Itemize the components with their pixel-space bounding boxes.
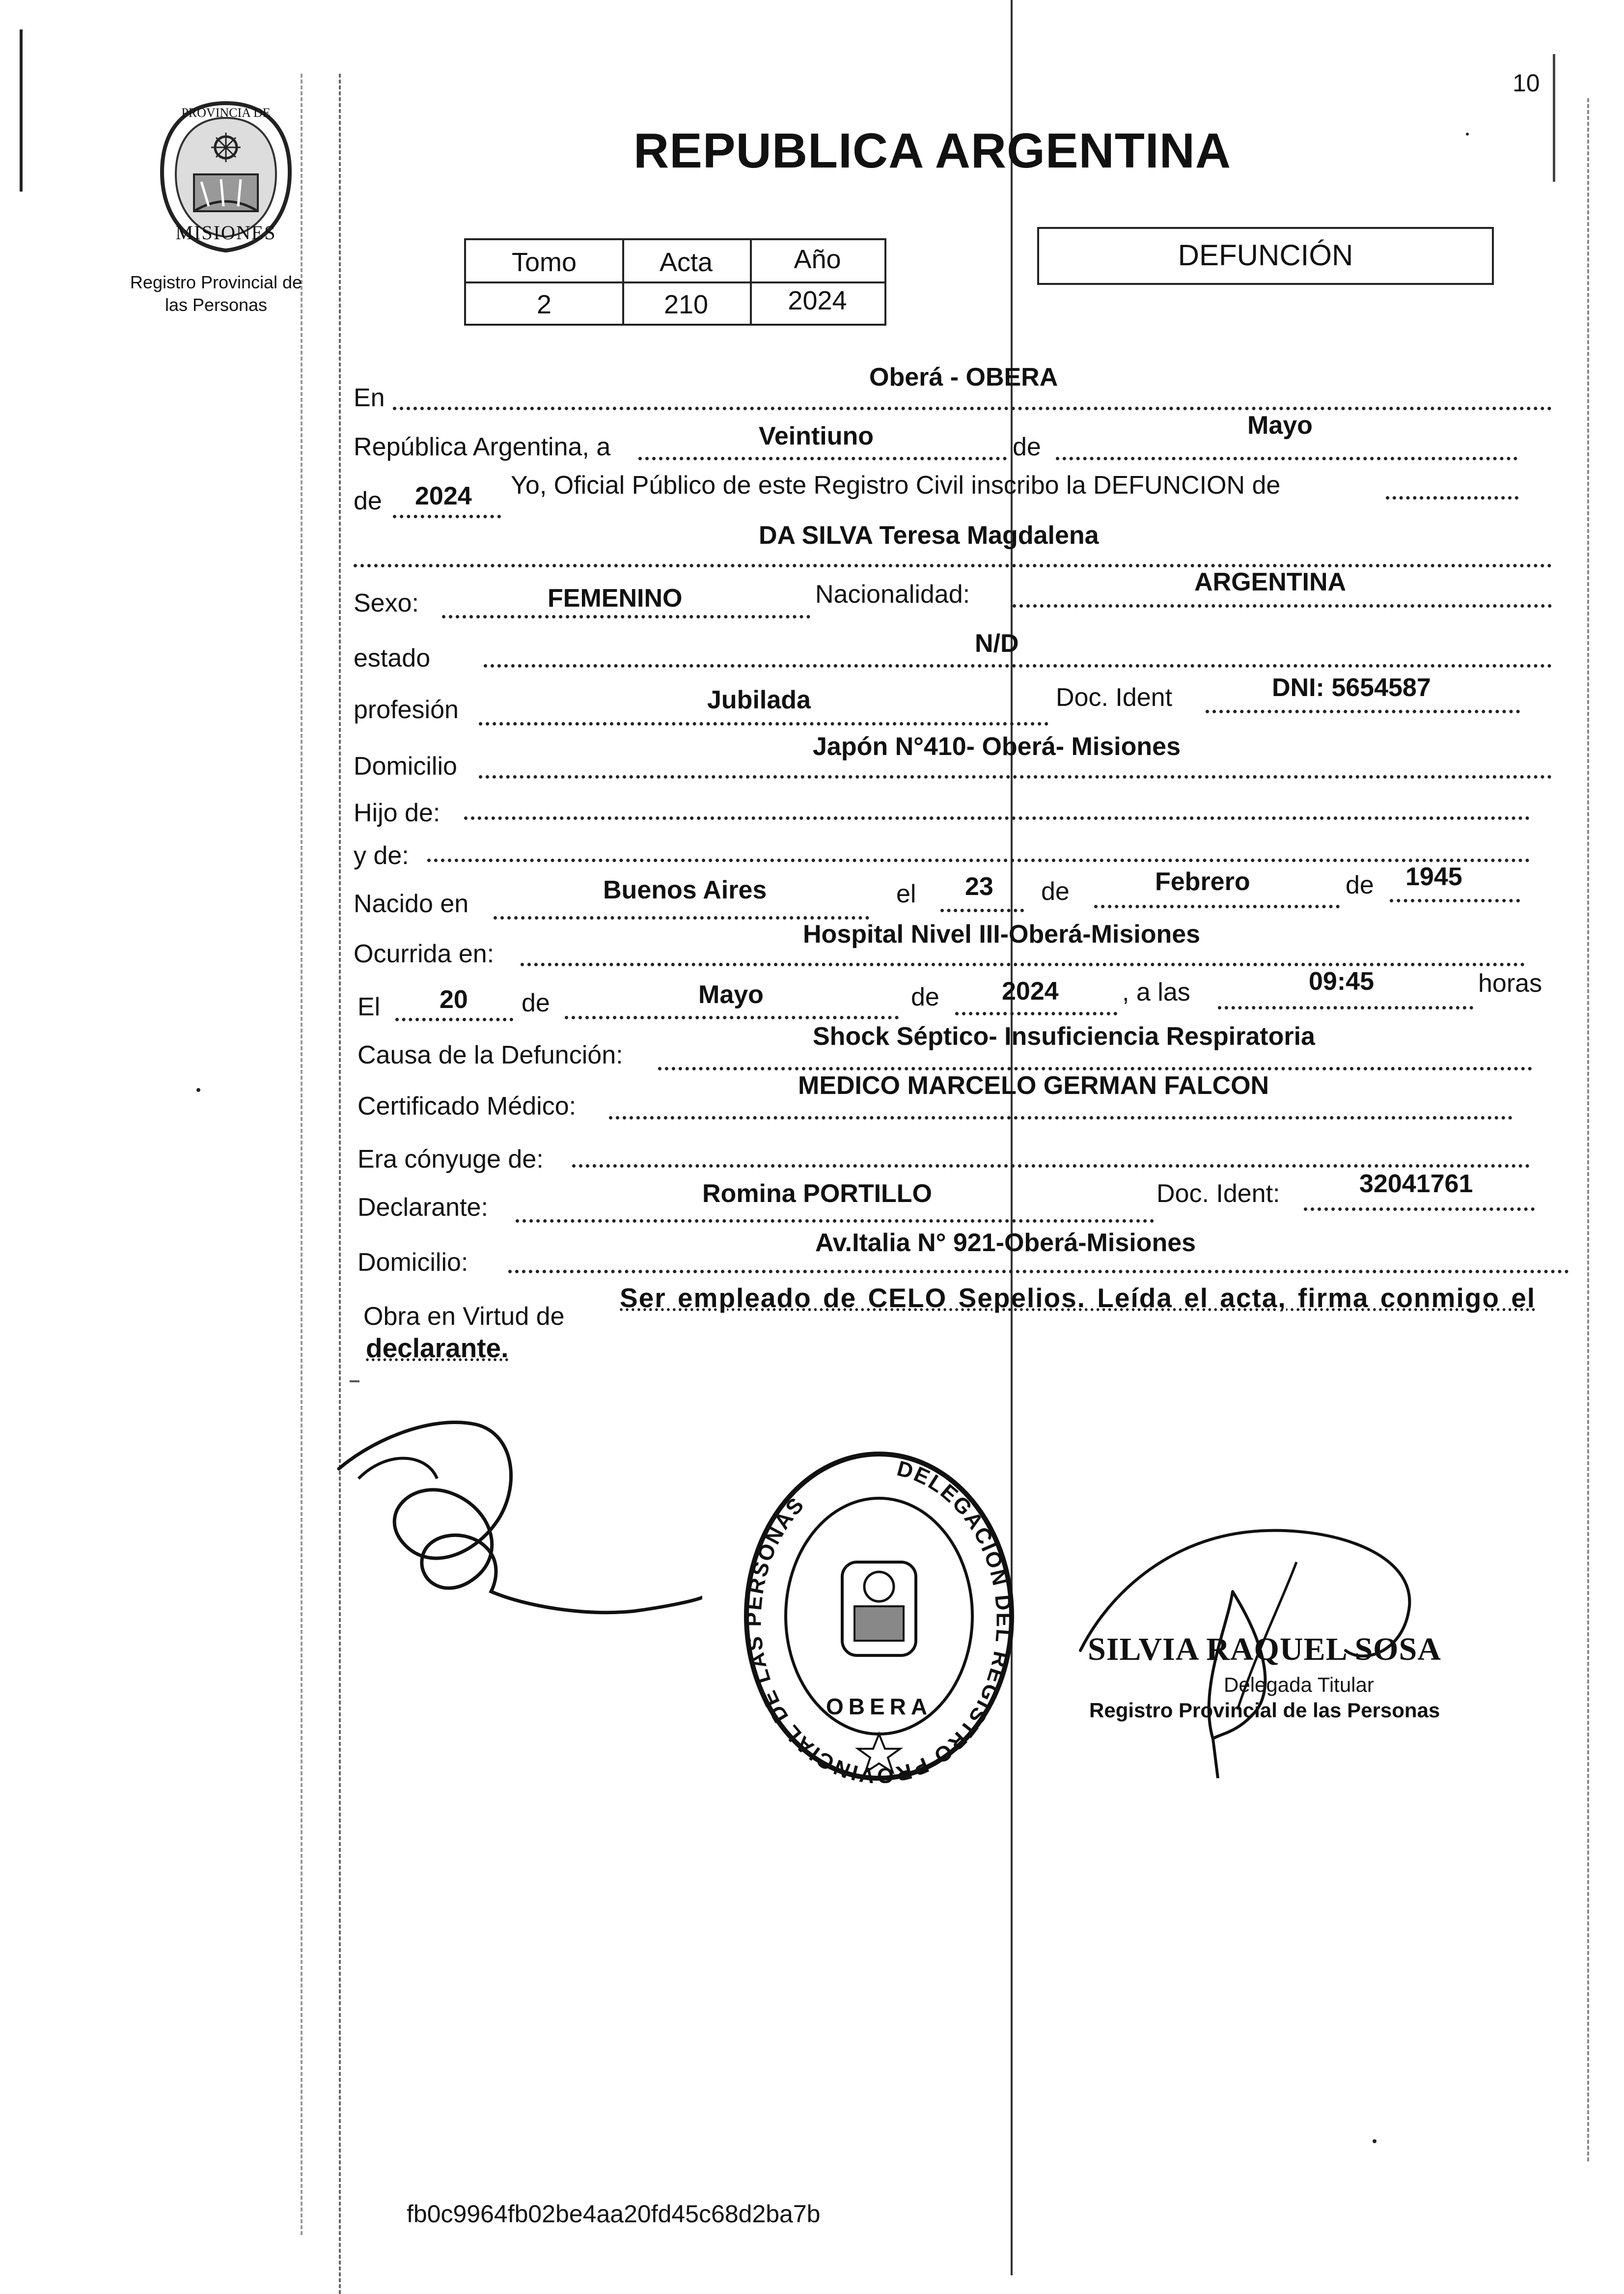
tomo-header: Tomo bbox=[511, 248, 577, 277]
line-hijo-de bbox=[464, 816, 1530, 820]
right-margin-rule-top bbox=[1553, 54, 1555, 182]
line-mes bbox=[1056, 457, 1517, 460]
label-certificado: Certificado Médico: bbox=[358, 1092, 577, 1120]
value-nacido-en: Buenos Aires bbox=[603, 876, 767, 904]
page-number: 10 bbox=[1513, 69, 1540, 97]
line-declarante-doc bbox=[1304, 1207, 1535, 1211]
document-hash: fb0c9964fb02be4aa20fd45c68d2ba7b bbox=[407, 2200, 821, 2228]
label-de-nac-mes: de bbox=[1041, 877, 1070, 906]
value-nacionalidad: ARGENTINA bbox=[1194, 568, 1347, 596]
label-republica: República Argentina, a bbox=[354, 433, 611, 461]
label-domicilio-declarante: Domicilio: bbox=[358, 1248, 468, 1277]
label-causa: Causa de la Defunción: bbox=[358, 1041, 623, 1069]
acta-header: Acta bbox=[659, 248, 713, 277]
value-dia-texto: Veintiuno bbox=[759, 422, 874, 450]
value-nac-anio: 1945 bbox=[1405, 863, 1462, 891]
scan-left-edge-line bbox=[20, 29, 23, 192]
value-estado: N/D bbox=[975, 629, 1019, 658]
line-sexo bbox=[442, 615, 810, 618]
line-nac-dia bbox=[940, 909, 1024, 912]
logo-text-bottom: MISIONES bbox=[175, 222, 276, 244]
line-anio bbox=[393, 515, 501, 518]
value-def-hora: 09:45 bbox=[1309, 967, 1374, 996]
official-seal bbox=[732, 1439, 1026, 1783]
form-bottom-edge bbox=[350, 1375, 359, 1382]
line-nombre bbox=[354, 564, 1552, 567]
value-declarante: Romina PORTILLO bbox=[702, 1179, 932, 1208]
value-def-dia: 20 bbox=[440, 985, 468, 1014]
label-obra: Obra en Virtud de bbox=[363, 1302, 565, 1331]
value-anio: 2024 bbox=[415, 482, 472, 510]
anio-value: 2024 bbox=[788, 286, 847, 315]
label-de-def-anio: de bbox=[911, 983, 939, 1011]
value-nombre: DA SILVA Teresa Magdalena bbox=[759, 521, 1099, 550]
registry-line-1: Registro Provincial de bbox=[130, 272, 303, 292]
label-nacido-en: Nacido en bbox=[354, 890, 469, 918]
value-profesion: Jubilada bbox=[707, 686, 811, 714]
line-nac-anio bbox=[1390, 899, 1520, 902]
value-def-anio: 2024 bbox=[1002, 977, 1059, 1006]
label-a-las: , a las bbox=[1122, 978, 1190, 1007]
label-doc-ident-declarante: Doc. Ident: bbox=[1156, 1179, 1280, 1208]
line-def-hora bbox=[1218, 1006, 1473, 1009]
margin-dashed-rule bbox=[301, 74, 303, 2235]
value-obra-line-2: declarante. bbox=[366, 1333, 509, 1363]
line-doc-ident bbox=[1206, 710, 1520, 713]
line-def-anio bbox=[955, 1012, 1117, 1015]
label-hijo-de: Hijo de: bbox=[354, 799, 440, 827]
value-declarante-domicilio: Av.Italia N° 921-Oberá-Misiones bbox=[815, 1229, 1196, 1257]
value-causa: Shock Séptico- Insuficiencia Respiratoria bbox=[813, 1022, 1315, 1051]
value-nac-dia: 23 bbox=[965, 872, 993, 901]
label-nacionalidad: Nacionalidad: bbox=[815, 580, 970, 609]
tomo-value: 2 bbox=[536, 290, 552, 319]
line-declarante-domicilio bbox=[508, 1270, 1569, 1273]
value-ocurrida-en: Hospital Nivel III-Oberá-Misiones bbox=[803, 920, 1201, 949]
line-conyuge bbox=[572, 1164, 1530, 1168]
line-def-mes bbox=[565, 1016, 899, 1019]
line-dia-texto bbox=[638, 457, 1007, 460]
label-en: En bbox=[354, 384, 385, 412]
value-domicilio: Japón N°410- Oberá- Misiones bbox=[813, 732, 1181, 761]
value-dni: DNI: 5654587 bbox=[1272, 673, 1431, 702]
declarant-signature bbox=[329, 1395, 702, 1651]
value-mes: Mayo bbox=[1247, 411, 1313, 440]
label-ocurrida-en: Ocurrida en: bbox=[354, 940, 495, 968]
line-y-de bbox=[427, 859, 1530, 862]
line-domicilio bbox=[479, 775, 1552, 779]
record-table bbox=[464, 238, 886, 326]
scan-speck bbox=[1373, 2139, 1376, 2143]
value-nac-mes: Febrero bbox=[1155, 867, 1250, 896]
official-title: Delegada Titular bbox=[1224, 1673, 1374, 1696]
official-name: SILVIA RAQUEL SOSA bbox=[1088, 1631, 1441, 1667]
value-obra-line-1: Ser empleado de CELO Sepelios. Leída el acta, firma conmigo el bbox=[620, 1283, 1536, 1313]
label-conyuge: Era cónyuge de: bbox=[358, 1145, 544, 1174]
label-de-def-mes: de bbox=[522, 989, 550, 1017]
label-de-nac-anio: de bbox=[1346, 871, 1374, 899]
line-intro-end bbox=[1386, 496, 1518, 500]
scan-speck bbox=[196, 1088, 200, 1092]
label-declarante: Declarante: bbox=[358, 1193, 488, 1222]
anio-header: Año bbox=[794, 245, 841, 274]
label-de-anio: de bbox=[354, 487, 382, 515]
form-left-rule bbox=[339, 74, 341, 2294]
line-def-dia bbox=[395, 1018, 513, 1021]
logo-text-top: PROVINCIA DE bbox=[181, 106, 271, 120]
line-nacionalidad bbox=[1013, 604, 1552, 608]
seal-ring-text: DELEGACION DEL REGISTRO PROVINCIAL DE LAS PERSONAS bbox=[742, 1456, 1016, 1783]
line-declarante bbox=[516, 1219, 1154, 1223]
right-margin-rule bbox=[1587, 98, 1589, 2161]
line-nac-mes bbox=[1094, 905, 1340, 908]
line-nacido-en bbox=[494, 916, 869, 920]
line-profesion bbox=[479, 722, 1048, 726]
registry-caption bbox=[108, 271, 324, 316]
country-title: REPUBLICA ARGENTINA bbox=[633, 123, 1232, 178]
label-doc-ident: Doc. Ident bbox=[1056, 683, 1173, 712]
value-def-mes: Mayo bbox=[698, 980, 764, 1009]
official-office: Registro Provincial de las Personas bbox=[1089, 1699, 1440, 1722]
record-table-row-divider bbox=[466, 281, 884, 283]
line-causa bbox=[658, 1067, 1532, 1070]
label-el: el bbox=[896, 880, 916, 908]
label-sexo: Sexo: bbox=[354, 589, 419, 617]
seal-city: OBERA bbox=[826, 1694, 933, 1719]
label-de-mes: de bbox=[1013, 433, 1041, 461]
label-el-cap: El bbox=[358, 993, 381, 1021]
registry-line-2: las Personas bbox=[165, 295, 268, 315]
line-certificado bbox=[609, 1116, 1513, 1119]
scan-center-fold-line bbox=[1011, 0, 1013, 2275]
line-lugar bbox=[393, 407, 1552, 410]
value-certificado: MEDICO MARCELO GERMAN FALCON bbox=[798, 1071, 1269, 1100]
label-profesion: profesión bbox=[354, 696, 459, 724]
value-lugar: Oberá - OBERA bbox=[869, 363, 1058, 392]
record-type-label: DEFUNCIÓN bbox=[1178, 239, 1353, 272]
acta-value: 210 bbox=[663, 290, 709, 319]
label-estado: estado bbox=[354, 644, 431, 672]
value-declarante-doc: 32041761 bbox=[1359, 1170, 1473, 1198]
line-ocurrida-en bbox=[521, 963, 1525, 966]
label-y-de: y de: bbox=[354, 841, 409, 870]
label-horas: horas bbox=[1478, 969, 1542, 998]
label-domicilio: Domicilio bbox=[354, 752, 457, 781]
intro-text: Yo, Oficial Público de este Registro Civil inscribo la DEFUNCION de bbox=[511, 471, 1281, 500]
record-type-box bbox=[1037, 227, 1494, 285]
value-sexo: FEMENINO bbox=[548, 584, 683, 613]
scan-speck bbox=[1466, 133, 1469, 136]
line-estado bbox=[484, 664, 1552, 668]
